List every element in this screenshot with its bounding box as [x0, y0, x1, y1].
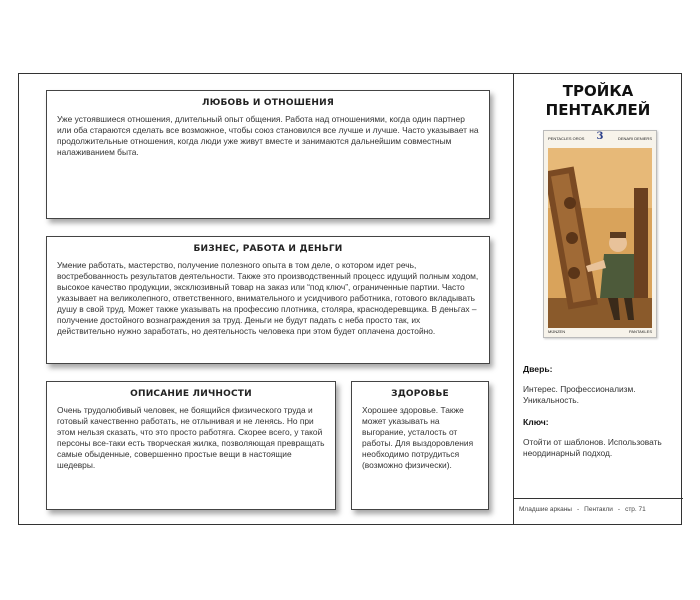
business-text: Умение работать, мастерство, получение полезного опыта в том деле, о котором идет речь, востребованность результатов деятельности. Также это производственный процесс идущий полным ходом, высокое качество продукции, эксклюзивный товар на заказ или “под ключ”, ограниченные партии. Часто указывает на великолепного, ответственного, внимательного и усидчивого работника, готового вкладывать душу в свой труд. Может также указывать на профессию плотника, столяра, краснодеревщика. В деньгах – получение достойного вознаграждения за труд. Деньги не будут падать с неба просто так, их действительно нужно заработать, но деятельность человека при этом будет оплачена достойно.	[57, 260, 479, 336]
personality-text: Очень трудолюбивый человек, не боящийся физического труда и готовый качественно работать, не отлынивая и не ленясь. Но при этом нельзя сказать, что это просто работяга. Скорее всего, у такой персоны все-таки есть творческая жилка, позволяющая превращать самые обыденные, совершенно простые вещи в настоящие шедевры.	[57, 405, 325, 470]
door-label: Дверь:	[523, 364, 553, 374]
footer-suit: Пентакли	[584, 506, 613, 513]
business-title: БИЗНЕС, РАБОТА И ДЕНЬГИ	[193, 244, 343, 254]
business-section	[46, 236, 490, 364]
love-section	[46, 90, 490, 219]
card-bottom-left: MÜNZEN	[548, 329, 566, 334]
health-section	[351, 381, 489, 510]
health-title: ЗДОРОВЬЕ	[391, 389, 449, 399]
health-text: Хорошее здоровье. Также может указывать на выгорание, усталость от работы. Для выздоровления необходимо потрудиться (возможно физически).	[362, 405, 474, 470]
page-footer	[519, 506, 681, 513]
page-frame	[18, 73, 682, 525]
card-header	[548, 131, 652, 148]
personality-section	[46, 381, 336, 510]
key-label: Ключ:	[523, 417, 549, 427]
door-text: Интерес. Профессионализм. Уникальность.	[523, 384, 636, 405]
card-number: 3	[596, 131, 604, 142]
footer-separator: -	[576, 506, 580, 513]
card-footer	[548, 329, 652, 335]
love-title: ЛЮБОВЬ И ОТНОШЕНИЯ	[202, 98, 334, 108]
footer-arcana: Младшие арканы	[519, 506, 572, 513]
footer-page: стр. 71	[625, 506, 646, 513]
card-title: ТРОЙКА ПЕНТАКЛЕЙ	[545, 82, 651, 119]
footer-divider	[513, 498, 683, 499]
card-top-right: DENARI DENIERS	[617, 136, 652, 141]
personality-title: ОПИСАНИЕ ЛИЧНОСТИ	[130, 389, 252, 399]
card-bottom-right: PANTAKLES	[629, 329, 652, 334]
card-top-left: PENTACLES OROS	[548, 136, 585, 141]
vertical-divider	[513, 74, 514, 524]
tarot-card	[543, 130, 657, 338]
key-text: Отойти от шаблонов. Использовать неординарный подход.	[523, 437, 662, 458]
love-text: Уже устоявшиеся отношения, длительный опыт общения. Работа над отношениями, когда один партнер или оба стараются сделать все возможное, чтобы союз становился все лучше и лучше. Часто указывает на продолжительные отношения, когда люди уже живут вместе и занимаются дальнейшим совместным налаживанием быта.	[57, 114, 479, 157]
footer-separator: -	[617, 506, 621, 513]
card-illustration	[548, 148, 652, 328]
